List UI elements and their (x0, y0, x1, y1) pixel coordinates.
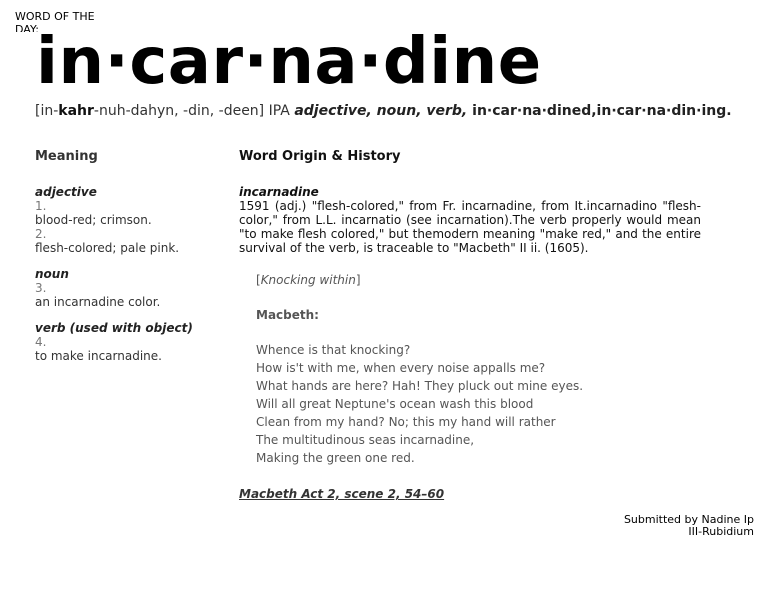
ipa-label: IPA (264, 103, 295, 119)
origin-title: Word Origin & History (239, 149, 401, 164)
quote-line: Making the green one red. (256, 451, 415, 465)
quote-line: How is't with me, when every noise appalls me? (256, 361, 546, 375)
meaning-section (35, 150, 225, 363)
pos-heading: noun (35, 267, 69, 281)
meaning-group-noun (35, 267, 225, 309)
pronunciation-line (35, 103, 732, 119)
sense-number: 4. (35, 335, 47, 349)
sense-number: 3. (35, 281, 47, 295)
pronunciation-stress: kahr (58, 103, 94, 119)
stage-bracket-close: ] (355, 273, 361, 287)
sense-definition: to make incarnadine. (35, 349, 162, 363)
submission-credit (624, 514, 754, 538)
submitted-by: Submitted by Nadine Ip (623, 513, 754, 526)
meaning-group-adjective (35, 185, 225, 255)
sense-definition: flesh-colored; pale pink. (35, 241, 180, 255)
pos-heading: verb (used with object) (35, 321, 193, 335)
sense-number: 2. (35, 227, 47, 241)
sense-number: 1. (35, 199, 47, 213)
stage-direction (256, 271, 583, 289)
quotation-block (256, 271, 583, 467)
meaning-group-verb (35, 321, 225, 363)
origin-text: 1591 (adj.) "flesh-colored," from Fr. incarnadine, from It.incarnadino "flesh-color," from L.L. incarnatio (see incarnation).The verb properly would mean "to make flesh colored," but themodern meaning "make red," and the entire survival of the verb, is traceable to "Macbeth" II ii. (1605). (239, 199, 701, 255)
inflected-forms: in·car·na·dined,in·car·na·din·ing. (467, 103, 732, 119)
pronunciation-open: [in- (35, 103, 59, 119)
quote-line: What hands are here? Hah! They pluck out mine eyes. (256, 379, 584, 393)
speaker-name: Macbeth: (256, 308, 319, 322)
quote-line: Clean from my hand? No; this my hand will rather (256, 415, 556, 429)
headword: in·car·na·dine (36, 25, 542, 99)
pronunciation-rest: -nuh-dahyn, -din, -deen] (93, 103, 265, 119)
quote-line: The multitudinous seas incarnadine, (256, 433, 475, 447)
parts-of-speech: adjective, noun, verb, (294, 103, 468, 119)
origin-entry-word: incarnadine (239, 185, 319, 199)
word-of-the-day-label: WORD OF THE DAY: (15, 10, 95, 32)
stage-bracket-open: [ (256, 273, 261, 287)
stage-direction-text: Knocking within (260, 273, 356, 287)
word-origin-section (239, 150, 701, 255)
submitter-class: III-Rubidium (688, 525, 754, 538)
quote-line: Whence is that knocking? (256, 343, 411, 357)
quote-source-link[interactable]: Macbeth Act 2, scene 2, 54–60 (239, 487, 445, 501)
quote-line: Will all great Neptune's ocean wash this blood (256, 397, 534, 411)
pos-heading: adjective (35, 185, 97, 199)
meaning-title: Meaning (35, 149, 98, 164)
sense-definition: blood-red; crimson. (35, 213, 152, 227)
sense-definition: an incarnadine color. (35, 295, 161, 309)
